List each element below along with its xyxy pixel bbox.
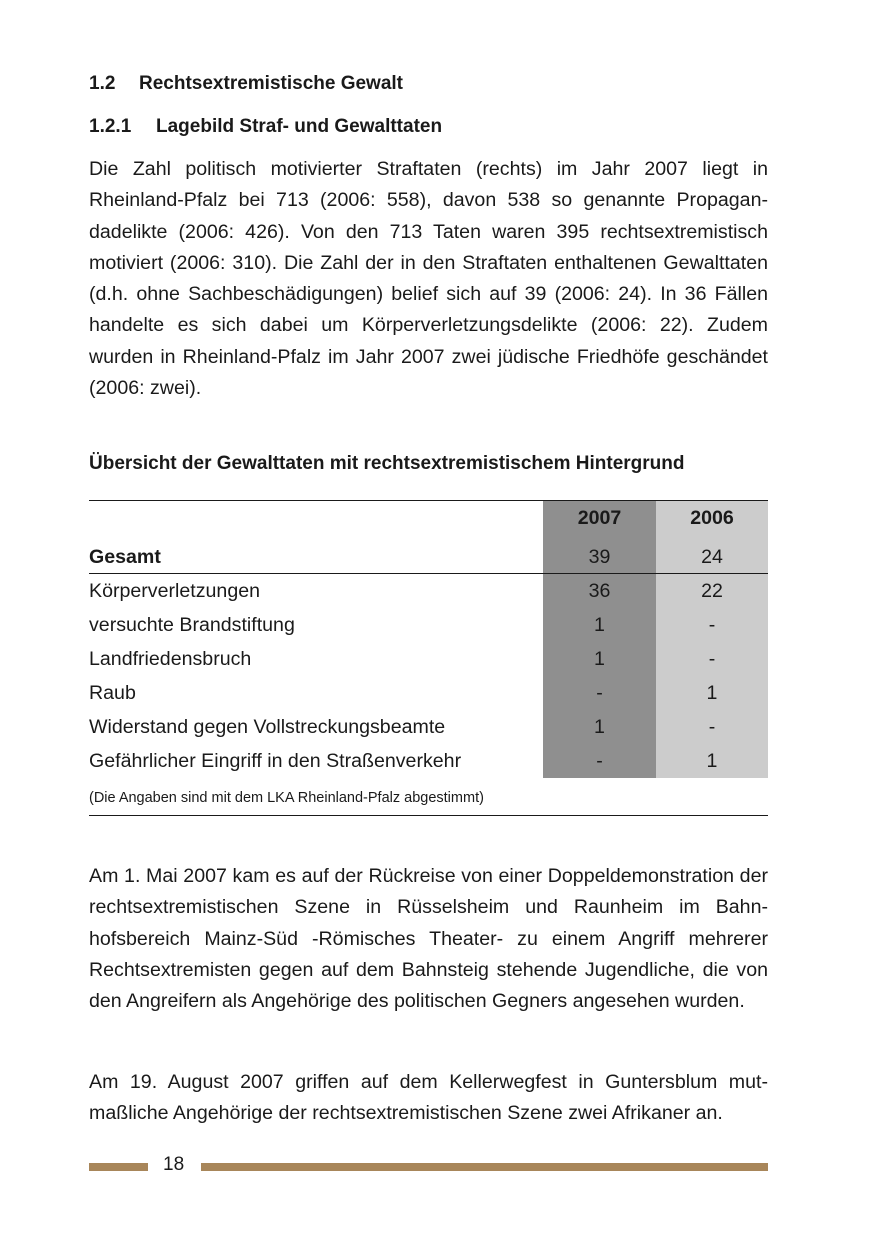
row-2007: 1 xyxy=(594,614,605,636)
total-label: Gesamt xyxy=(89,546,161,568)
row-label: Gefährlicher Eingriff in den Straßenverkehr xyxy=(89,750,462,772)
row-2007: 36 xyxy=(588,580,611,602)
row-2006: - xyxy=(708,716,716,738)
row-label: versuchte Brandstiftung xyxy=(89,614,295,636)
table-row xyxy=(89,643,768,677)
row-2007: 1 xyxy=(594,648,605,670)
table-row xyxy=(89,745,768,779)
row-label: Raub xyxy=(89,682,136,704)
row-label: Landfriedensbruch xyxy=(89,648,252,670)
table-source-note: (Die Angaben sind mit dem LKA Rheinland-Pfalz abgestimmt) xyxy=(89,790,484,806)
row-2007: - xyxy=(596,682,603,704)
subsection-number: 1.2.1 xyxy=(89,116,132,137)
table-row xyxy=(89,711,768,745)
page-number: 18 xyxy=(163,1154,185,1175)
row-2006: 1 xyxy=(706,750,718,772)
table-bottom-rule xyxy=(89,815,768,816)
header-2006: 2006 xyxy=(690,507,734,529)
table-mid-rule xyxy=(89,573,768,574)
subsection-heading xyxy=(89,116,442,138)
section-heading xyxy=(89,73,403,95)
footer-bar-right xyxy=(201,1163,768,1171)
row-2006: - xyxy=(708,648,716,670)
table-row xyxy=(89,609,768,643)
row-label: Körperverletzungen xyxy=(89,580,261,602)
row-2007: - xyxy=(596,750,603,772)
table-total-row xyxy=(89,541,768,575)
section-number: 1.2 xyxy=(89,73,116,94)
table-row xyxy=(89,575,768,609)
paragraph-may-incident: Am 1. Mai 2007 kam es auf der Rückreise von einer Doppeldemonstration der rechtsextremistischen Szene in Rüsselsheim und Raunheim im Bahnhofsbereich Mainz-Süd -Römisches Theater- zu einem Angriff mehrerer Rechtsextremisten gegen auf dem Bahnsteig stehende Jugendliche, die von den Angreifern als Angehörige des politischen Gegners angesehen wurden. xyxy=(89,865,768,1013)
page-footer xyxy=(89,1152,768,1182)
total-2007: 39 xyxy=(588,546,611,568)
table-header-row xyxy=(89,502,768,536)
header-2007: 2007 xyxy=(577,507,622,529)
row-label: Widerstand gegen Vollstreckungsbeamte xyxy=(89,716,446,738)
row-2007: 1 xyxy=(594,716,605,738)
paragraph-statistics: Die Zahl politisch motivierter Straftaten (rechts) im Jahr 2007 liegt in Rheinland-Pfalz bei 713 (2006: 558), davon 538 so genannte Propagandadelikte (2006: 426). Von den 713 Taten waren 395 rechtsextremistisch motiviert (2006: 310). Die Zahl der in den Straftaten enthaltenen Gewalttaten (d.h. ohne Sachbeschädigungen) belief sich auf 39 (2006: 24). In 36 Fällen handelte es sich dabei um Körperverletzungsdelikte (2006: 22). Zudem wurden in Rheinland-Pfalz im Jahr 2007 zwei jüdische Friedhöfe geschändet (2006: zwei). xyxy=(89,158,768,400)
paragraph-august-incident: Am 19. August 2007 griffen auf dem Kellerwegfest in Guntersblum mutmaßliche Angehörige der rechtsextremistischen Szene zwei Afrikaner an. xyxy=(89,1071,768,1125)
total-2006: 24 xyxy=(701,546,723,568)
section-title: Rechtsextremistische Gewalt xyxy=(139,73,404,94)
table-title: Übersicht der Gewalttaten mit rechtsextremistischem Hintergrund xyxy=(89,453,685,474)
table-row xyxy=(89,677,768,711)
row-2006: 1 xyxy=(706,682,718,704)
row-2006: 22 xyxy=(701,580,723,602)
subsection-title: Lagebild Straf- und Gewalttaten xyxy=(156,116,443,137)
footer-bar-left xyxy=(89,1163,148,1171)
row-2006: - xyxy=(708,614,716,636)
